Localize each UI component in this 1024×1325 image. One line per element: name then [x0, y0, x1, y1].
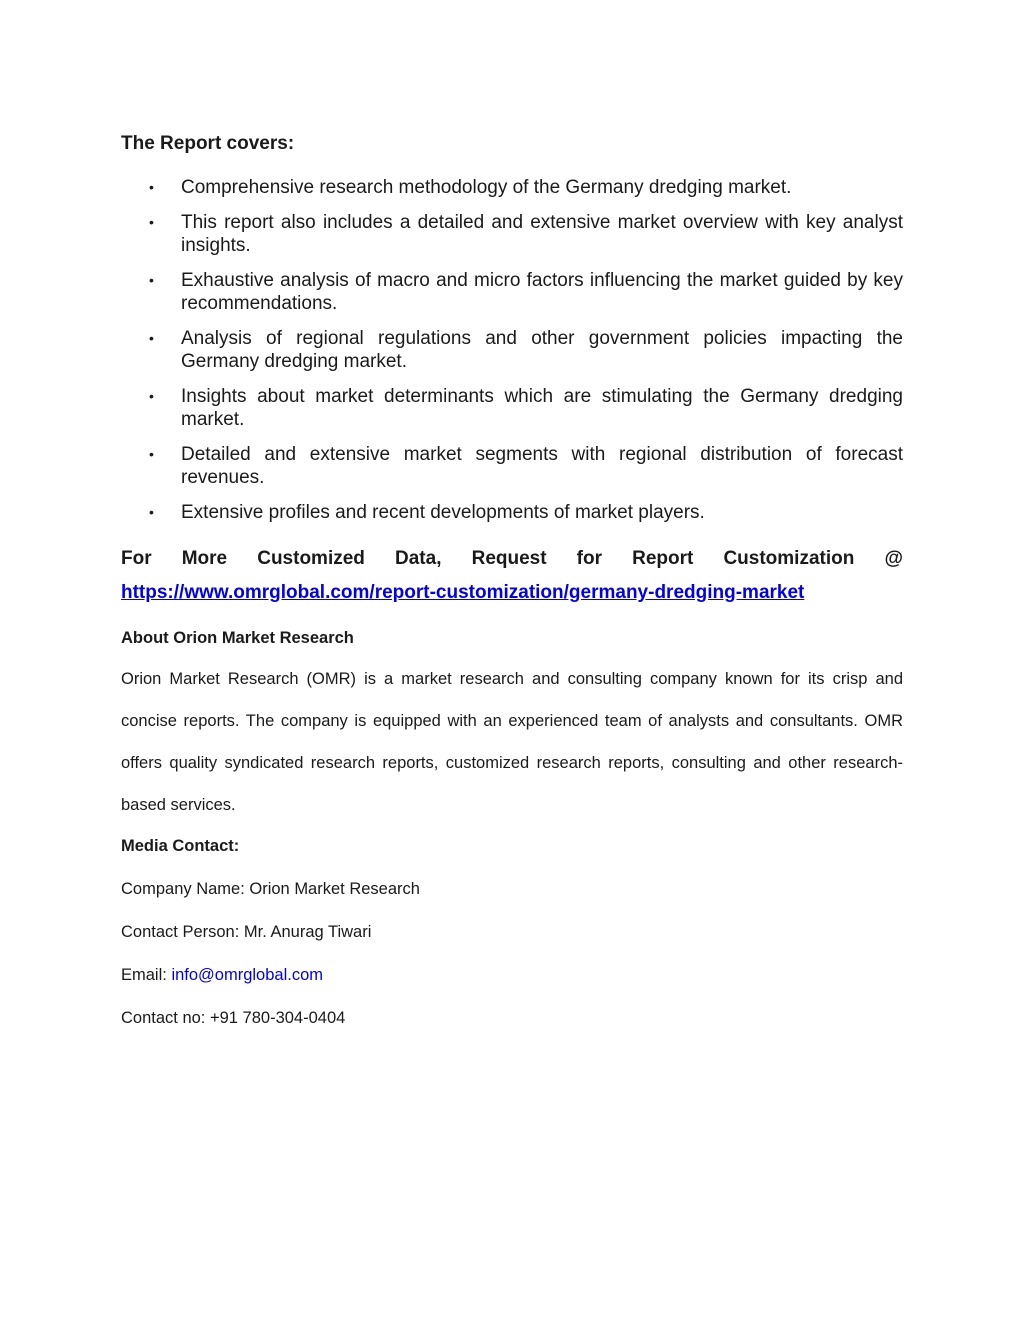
media-contact-heading: Media Contact:: [121, 837, 240, 855]
list-item: [121, 211, 903, 257]
bullet-icon: •: [149, 214, 154, 230]
bullet-icon: •: [149, 179, 154, 195]
about-heading: About Orion Market Research: [121, 629, 354, 647]
document-page: [121, 130, 903, 1030]
bullet-icon: •: [149, 388, 154, 404]
list-item-text: Exhaustive analysis of macro and micro factors influencing the market guided by key recommendations.: [181, 270, 903, 314]
bullet-icon: •: [149, 272, 154, 288]
customization-request-text: For More Customized Data, Request for Report Customization @: [121, 548, 903, 569]
list-item-text: Analysis of regional regulations and other government policies impacting the Germany dredging market.: [181, 328, 903, 372]
list-item-text: This report also includes a detailed and extensive market overview with key analyst insights.: [181, 212, 903, 256]
report-covers-list: [121, 176, 903, 524]
bullet-icon: •: [149, 446, 154, 462]
report-covers-heading: The Report covers:: [121, 133, 295, 154]
list-item: [121, 501, 903, 524]
about-paragraph: Orion Market Research (OMR) is a market research and consulting company known for its crisp and concise reports. The company is equipped with an experienced team of analysts and consultants. OMR offers quality syndicated research reports, customized research reports, consulting and other research-based services.: [121, 670, 903, 814]
company-name-line: Company Name: Orion Market Research: [121, 880, 420, 898]
customization-link[interactable]: https://www.omrglobal.com/report-customization/germany-dredging-market: [121, 582, 805, 603]
list-item: [121, 327, 903, 373]
email-label: Email:: [121, 966, 172, 984]
bullet-icon: •: [149, 330, 154, 346]
list-item: [121, 269, 903, 315]
list-item-text: Comprehensive research methodology of the Germany dredging market.: [181, 177, 792, 198]
contact-number-line: Contact no: +91 780-304-0404: [121, 1009, 346, 1027]
list-item-text: Extensive profiles and recent developments of market players.: [181, 502, 705, 523]
list-item-text: Insights about market determinants which are stimulating the Germany dredging market.: [181, 386, 903, 430]
list-item: [121, 385, 903, 431]
list-item-text: Detailed and extensive market segments with regional distribution of forecast revenues.: [181, 444, 903, 488]
contact-person-line: Contact Person: Mr. Anurag Tiwari: [121, 923, 372, 941]
list-item: [121, 443, 903, 489]
email-line: [121, 963, 903, 987]
bullet-icon: •: [149, 504, 154, 520]
email-link[interactable]: info@omrglobal.com: [171, 966, 323, 984]
list-item: [121, 176, 903, 199]
